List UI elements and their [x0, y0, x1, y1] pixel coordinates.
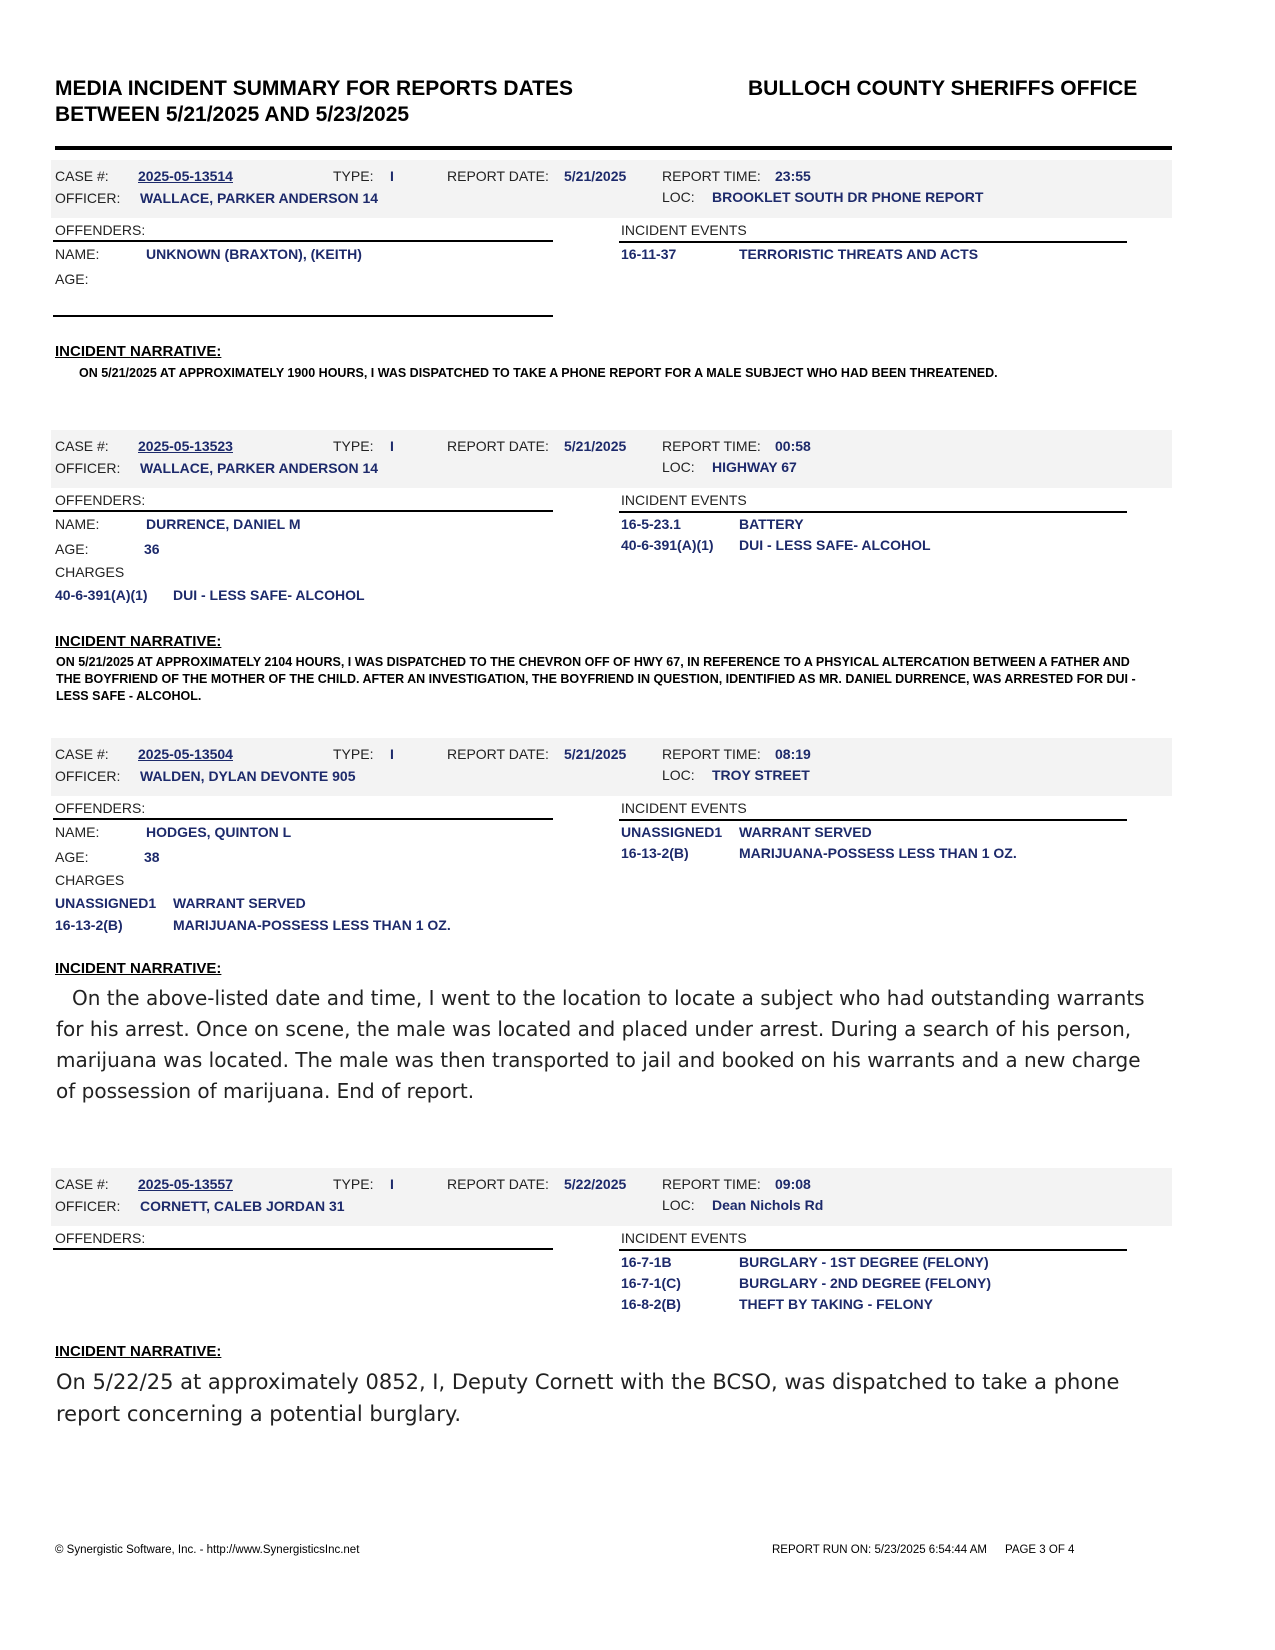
- offenders-divider: [53, 510, 553, 512]
- narrative-title: INCIDENT NARRATIVE:: [55, 633, 222, 650]
- narrative-title: INCIDENT NARRATIVE:: [55, 1343, 222, 1360]
- officer-label: OFFICER:: [55, 190, 121, 206]
- type-label: TYPE:: [333, 746, 374, 762]
- offender-age: 36: [144, 541, 160, 557]
- offenders-label: OFFENDERS:: [55, 492, 146, 508]
- report-run-on: REPORT RUN ON: 5/23/2025 6:54:44 AM: [772, 1544, 987, 1556]
- age-label: AGE:: [55, 271, 89, 287]
- case-number-label: CASE #:: [55, 746, 109, 762]
- report-date-label: REPORT DATE:: [447, 168, 549, 184]
- report-date-value: 5/22/2025: [564, 1176, 627, 1192]
- charges-label: CHARGES: [55, 872, 125, 888]
- events-divider: [619, 241, 1127, 243]
- report-date-label: REPORT DATE:: [447, 746, 549, 762]
- name-label: NAME:: [55, 824, 100, 840]
- report-time-label: REPORT TIME:: [662, 438, 761, 454]
- event-desc: BURGLARY - 2ND DEGREE (FELONY): [739, 1275, 992, 1291]
- type-label: TYPE:: [333, 1176, 374, 1192]
- charge-code: 16-13-2(B): [55, 917, 123, 933]
- type-value: I: [390, 168, 394, 184]
- loc-label: LOC:: [662, 189, 695, 205]
- events-divider: [619, 511, 1127, 513]
- type-label: TYPE:: [333, 168, 374, 184]
- offenders-label: OFFENDERS:: [55, 222, 146, 238]
- events-divider: [619, 1249, 1127, 1251]
- report-time-label: REPORT TIME:: [662, 168, 761, 184]
- offender-name: DURRENCE, DANIEL M: [146, 516, 301, 532]
- report-time-value: 23:55: [775, 168, 811, 184]
- name-label: NAME:: [55, 516, 100, 532]
- type-value: I: [390, 438, 394, 454]
- offenders-divider: [53, 240, 553, 242]
- narrative-title: INCIDENT NARRATIVE:: [55, 343, 222, 360]
- age-label: AGE:: [55, 541, 89, 557]
- incident-events-label: INCIDENT EVENTS: [621, 492, 747, 508]
- narrative-title: INCIDENT NARRATIVE:: [55, 960, 222, 977]
- agency-name: BULLOCH COUNTY SHERIFFS OFFICE: [748, 77, 1138, 100]
- loc-value: Dean Nichols Rd: [712, 1197, 824, 1213]
- offenders-divider: [53, 1248, 553, 1250]
- event-code: UNASSIGNED1: [621, 824, 723, 840]
- case-number-label: CASE #:: [55, 1176, 109, 1192]
- incident-events-label: INCIDENT EVENTS: [621, 800, 747, 816]
- report-time-value: 00:58: [775, 438, 811, 454]
- event-desc: DUI - LESS SAFE- ALCOHOL: [739, 537, 931, 553]
- name-label: NAME:: [55, 246, 100, 262]
- loc-label: LOC:: [662, 1197, 695, 1213]
- loc-label: LOC:: [662, 459, 695, 475]
- offender-name: HODGES, QUINTON L: [146, 824, 292, 840]
- report-time-label: REPORT TIME:: [662, 1176, 761, 1192]
- event-desc: MARIJUANA-POSSESS LESS THAN 1 OZ.: [739, 845, 1017, 861]
- report-title: [55, 76, 695, 128]
- report-date-label: REPORT DATE:: [447, 1176, 549, 1192]
- report-time-value: 09:08: [775, 1176, 811, 1192]
- event-code: 16-13-2(B): [621, 845, 689, 861]
- officer-label: OFFICER:: [55, 1198, 121, 1214]
- case-number-link[interactable]: 2025-05-13557: [138, 1176, 233, 1192]
- charge-desc: WARRANT SERVED: [173, 895, 306, 911]
- report-time-label: REPORT TIME:: [662, 746, 761, 762]
- event-desc: TERRORISTIC THREATS AND ACTS: [739, 246, 979, 262]
- officer-value: WALLACE, PARKER ANDERSON 14: [140, 190, 379, 206]
- event-desc: BURGLARY - 1ST DEGREE (FELONY): [739, 1254, 989, 1270]
- narrative-text: ON 5/21/2025 AT APPROXIMATELY 2104 HOURS, I WAS DISPATCHED TO THE CHEVRON OFF OF HWY 67, IN REFERENCE TO A PHSYICAL ALTERCATION BETWEEN A FATHER AND THE BOYFRIEND OF THE MOTHER OF THE CHILD. AFTER AN INVESTIGATION, THE BOYFRIEND IN QUESTION, IDENTIFIED AS MR. DANIEL DURRENCE, WAS ARRESTED FOR DUI - LESS SAFE - ALCOHOL.: [56, 655, 1136, 703]
- case-number-link[interactable]: 2025-05-13514: [138, 168, 233, 184]
- event-desc: BATTERY: [739, 516, 804, 532]
- narrative-text: On 5/22/25 at approximately 0852, I, Deputy Cornett with the BCSO, was dispatched to take a phone report concerning a potential burglary.: [56, 1370, 1120, 1426]
- event-code: 16-8-2(B): [621, 1296, 681, 1312]
- page-number: PAGE 3 OF 4: [1005, 1544, 1075, 1556]
- footer-run-info: [772, 1544, 1092, 1556]
- charge-code: 40-6-391(A)(1): [55, 587, 148, 603]
- case-number-link[interactable]: 2025-05-13504: [138, 746, 233, 762]
- incident-events-label: INCIDENT EVENTS: [621, 1230, 747, 1246]
- offender-age: 38: [144, 849, 160, 865]
- loc-value: TROY STREET: [712, 767, 810, 783]
- event-code: 16-5-23.1: [621, 516, 681, 532]
- report-title-line2: BETWEEN 5/21/2025 AND 5/23/2025: [55, 103, 410, 126]
- loc-label: LOC:: [662, 767, 695, 783]
- charge-desc: MARIJUANA-POSSESS LESS THAN 1 OZ.: [173, 917, 451, 933]
- offender-name: UNKNOWN (BRAXTON), (KEITH): [146, 246, 362, 262]
- event-code: 16-11-37: [621, 246, 677, 262]
- event-code: 16-7-1(C): [621, 1275, 681, 1291]
- type-value: I: [390, 1176, 394, 1192]
- event-desc: WARRANT SERVED: [739, 824, 872, 840]
- charges-label: CHARGES: [55, 564, 125, 580]
- offenders-label: OFFENDERS:: [55, 800, 146, 816]
- report-time-value: 08:19: [775, 746, 811, 762]
- incident-events-label: INCIDENT EVENTS: [621, 222, 747, 238]
- loc-value: HIGHWAY 67: [712, 459, 797, 475]
- charge-desc: DUI - LESS SAFE- ALCOHOL: [173, 587, 365, 603]
- officer-value: WALDEN, DYLAN DEVONTE 905: [140, 768, 356, 784]
- officer-value: WALLACE, PARKER ANDERSON 14: [140, 460, 379, 476]
- report-title-line1: MEDIA INCIDENT SUMMARY FOR REPORTS DATES: [55, 77, 574, 100]
- officer-value: CORNETT, CALEB JORDAN 31: [140, 1198, 345, 1214]
- type-label: TYPE:: [333, 438, 374, 454]
- type-value: I: [390, 746, 394, 762]
- charge-code: UNASSIGNED1: [55, 895, 157, 911]
- report-date-value: 5/21/2025: [564, 746, 627, 762]
- loc-value: BROOKLET SOUTH DR PHONE REPORT: [712, 189, 984, 205]
- offender-section-end: [53, 315, 553, 317]
- offenders-divider: [53, 818, 553, 820]
- age-label: AGE:: [55, 849, 89, 865]
- events-divider: [619, 819, 1127, 821]
- case-number-label: CASE #:: [55, 168, 109, 184]
- officer-label: OFFICER:: [55, 768, 121, 784]
- case-number-link[interactable]: 2025-05-13523: [138, 438, 233, 454]
- event-code: 40-6-391(A)(1): [621, 537, 714, 553]
- footer-copyright: © Synergistic Software, Inc. - http://www.SynergisticsInc.net: [55, 1544, 360, 1556]
- report-date-value: 5/21/2025: [564, 168, 627, 184]
- header-divider: [55, 146, 1172, 150]
- narrative-text: ON 5/21/2025 AT APPROXIMATELY 1900 HOURS, I WAS DISPATCHED TO TAKE A PHONE REPORT FOR A MALE SUBJECT WHO HAD BEEN THREATENED.: [79, 366, 998, 380]
- report-date-value: 5/21/2025: [564, 438, 627, 454]
- offenders-label: OFFENDERS:: [55, 1230, 146, 1246]
- report-date-label: REPORT DATE:: [447, 438, 549, 454]
- officer-label: OFFICER:: [55, 460, 121, 476]
- event-code: 16-7-1B: [621, 1254, 672, 1270]
- event-desc: THEFT BY TAKING - FELONY: [739, 1296, 933, 1312]
- case-number-label: CASE #:: [55, 438, 109, 454]
- narrative-text: On the above-listed date and time, I went to the location to locate a subject who had outstanding warrants for his arrest. Once on scene, the male was located and placed under arrest. During a search of his person, marijuana was located. The male was then transported to jail and booked on his warrants and a new charge of possession of marijuana. End of report.: [56, 986, 1145, 1103]
